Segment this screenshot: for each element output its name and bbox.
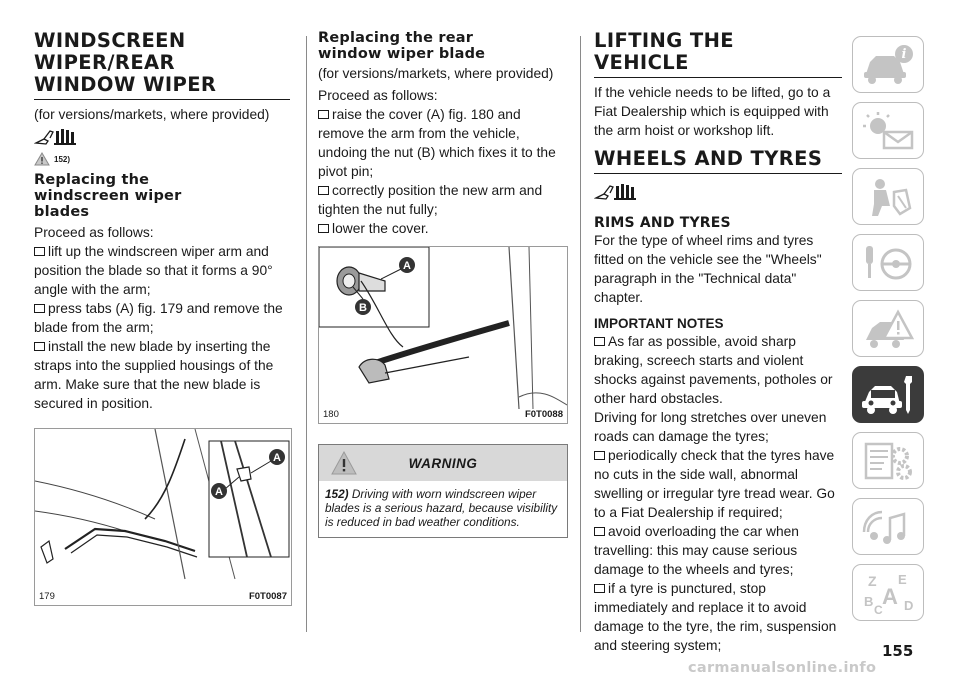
heading-line: WINDSCREEN [34, 29, 186, 52]
checkbox-bullet-icon [34, 247, 45, 256]
note-continuation: Driving for long stretches over uneven roads can damage the tyres; [594, 410, 827, 444]
lifting-text: If the vehicle needs to be lifted, go to a Fiat Dealership which is equipped with the arm hoist or workshop lift. [594, 85, 831, 138]
section-heading-lifting [594, 30, 842, 78]
tab-emergency[interactable] [852, 300, 924, 357]
checkbox-bullet-icon [594, 451, 605, 460]
intro-text: Proceed as follows: [34, 225, 154, 240]
car-info-icon [860, 44, 916, 86]
note-item: avoid overloading the car when travelling: this may cause serious damage to the wheels and tyres; [594, 524, 799, 577]
step-item: raise the cover (A) fig. 180 and remove the arm from the vehicle, undoing the nut (B) which fixes it to the pivot pin; [318, 107, 556, 179]
figure-179 [34, 428, 292, 606]
figure-code: F0T0087 [248, 591, 287, 602]
checkbox-bullet-icon [318, 186, 329, 195]
tab-maintenance[interactable] [852, 366, 924, 423]
figure-180 [318, 246, 568, 424]
checkbox-bullet-icon [594, 337, 605, 346]
checkbox-bullet-icon [594, 584, 605, 593]
step-item: install the new blade by inserting the straps into the supplied housings of the arm. Make sure that the new blade is secured in position. [34, 339, 274, 411]
markets-note: (for versions/markets, where provided) [34, 107, 270, 122]
step-item: lift up the windscreen wiper arm and position the blade so that it forms a 90° angle with the arm; [34, 244, 273, 297]
tab-multimedia[interactable] [852, 498, 924, 555]
index-letter: C [874, 602, 883, 616]
warning-lights-icon [860, 110, 916, 152]
subheading-rims-tyres: RIMS AND TYRES [594, 215, 731, 231]
wiper-blade-illustration [35, 429, 291, 589]
intro-text: Proceed as follows: [318, 88, 438, 103]
technical-data-icon [860, 440, 916, 482]
tab-warning-lights[interactable] [852, 102, 924, 159]
note-item: periodically check that the tyres have no cuts in the side wall, abnormal swelling or irregular tyre tread wear. Go to a Fiat Dealership if required; [594, 448, 835, 520]
glove-icon [594, 182, 642, 202]
column-lifting-wheels [594, 30, 842, 655]
tab-car-info[interactable] [852, 36, 924, 93]
page-number: 155 [882, 642, 914, 660]
column-windscreen-wiper [34, 30, 290, 606]
checkbox-bullet-icon [594, 527, 605, 536]
checkbox-bullet-icon [318, 224, 329, 233]
step-item: lower the cover. [318, 219, 568, 238]
index-icon [860, 570, 916, 616]
tab-safety[interactable] [852, 168, 924, 225]
seat-safety-icon [860, 176, 916, 218]
index-letter: E [898, 571, 907, 587]
heading-line: VEHICLE [594, 51, 689, 74]
figure-number: 179 [39, 591, 55, 602]
rims-text: For the type of wheel rims and tyres fitted on the vehicle see the "Wheels" paragraph in the "Technical data" chapter. [594, 233, 822, 305]
glove-icon [34, 127, 82, 147]
figure-code: F0T0088 [524, 409, 563, 420]
heading-line: WIPER/REAR [34, 51, 175, 74]
note-item: if a tyre is punctured, stop immediately and replace it to avoid damage to the tyre, the rim, suspension and steering system; [594, 581, 837, 653]
subheading-line: Replacing the [34, 172, 150, 188]
warning-title: WARNING [408, 455, 478, 471]
step-item: correctly position the new arm and tighten the nut fully; [318, 183, 543, 217]
subheading-windscreen-blades [34, 172, 290, 220]
important-notes-heading: IMPORTANT NOTES [594, 316, 724, 331]
warning-ref-number: 152) [325, 487, 349, 501]
step-item: press tabs (A) fig. 179 and remove the blade from the arm; [34, 301, 283, 335]
warning-header [319, 445, 567, 481]
index-letter: A [882, 583, 898, 609]
column-rear-wiper [318, 30, 568, 538]
tab-starting-driving[interactable] [852, 234, 924, 291]
checkbox-bullet-icon [318, 110, 329, 119]
emergency-icon [860, 308, 916, 350]
subheading-line: window wiper blade [318, 46, 486, 62]
note-item: As far as possible, avoid sharp braking, screech starts and violent shocks against pavements, potholes or other hard obstacles. [594, 334, 833, 406]
markets-note: (for versions/markets, where provided) [318, 66, 554, 81]
warning-triangle-icon [34, 152, 50, 166]
callout-a-label: A [403, 260, 411, 272]
subheading-rear-wiper [318, 30, 568, 62]
checkbox-bullet-icon [34, 304, 45, 313]
column-divider [306, 36, 307, 632]
multimedia-icon [860, 506, 916, 548]
callout-a-label: A [273, 452, 281, 464]
column-divider [580, 36, 581, 632]
index-letter: B [864, 593, 874, 609]
figure-number: 180 [323, 409, 339, 420]
heading-line: LIFTING THE [594, 29, 735, 52]
tab-technical-data[interactable] [852, 432, 924, 489]
warning-reference [34, 152, 290, 166]
index-letter: Z [868, 572, 877, 589]
section-heading-wiper [34, 30, 290, 100]
rear-wiper-illustration [319, 247, 567, 409]
svg-text:i: i [901, 46, 907, 62]
section-heading-wheels: WHEELS AND TYRES [594, 148, 842, 174]
checkbox-bullet-icon [34, 342, 45, 351]
callout-a-label: A [215, 486, 223, 498]
car-maintenance-icon [860, 374, 916, 416]
subheading-line: Replacing the rear [318, 30, 474, 46]
tab-index[interactable] [852, 564, 924, 621]
warning-text: 152) Driving with worn windscreen wiper blades is a serious hazard, because visibility is reduced in bad weather conditions. [325, 487, 558, 529]
footer-watermark: carmanualsonline.info [688, 660, 877, 676]
callout-b-label: B [359, 302, 367, 314]
warning-ref-number: 152) [54, 154, 71, 164]
warning-triangle-icon [331, 451, 357, 475]
key-steering-icon [860, 242, 916, 284]
subheading-line: blades [34, 204, 90, 220]
warning-box [318, 444, 568, 538]
subheading-line: windscreen wiper [34, 188, 182, 204]
heading-line: WINDOW WIPER [34, 73, 217, 96]
index-letter: D [904, 597, 914, 613]
